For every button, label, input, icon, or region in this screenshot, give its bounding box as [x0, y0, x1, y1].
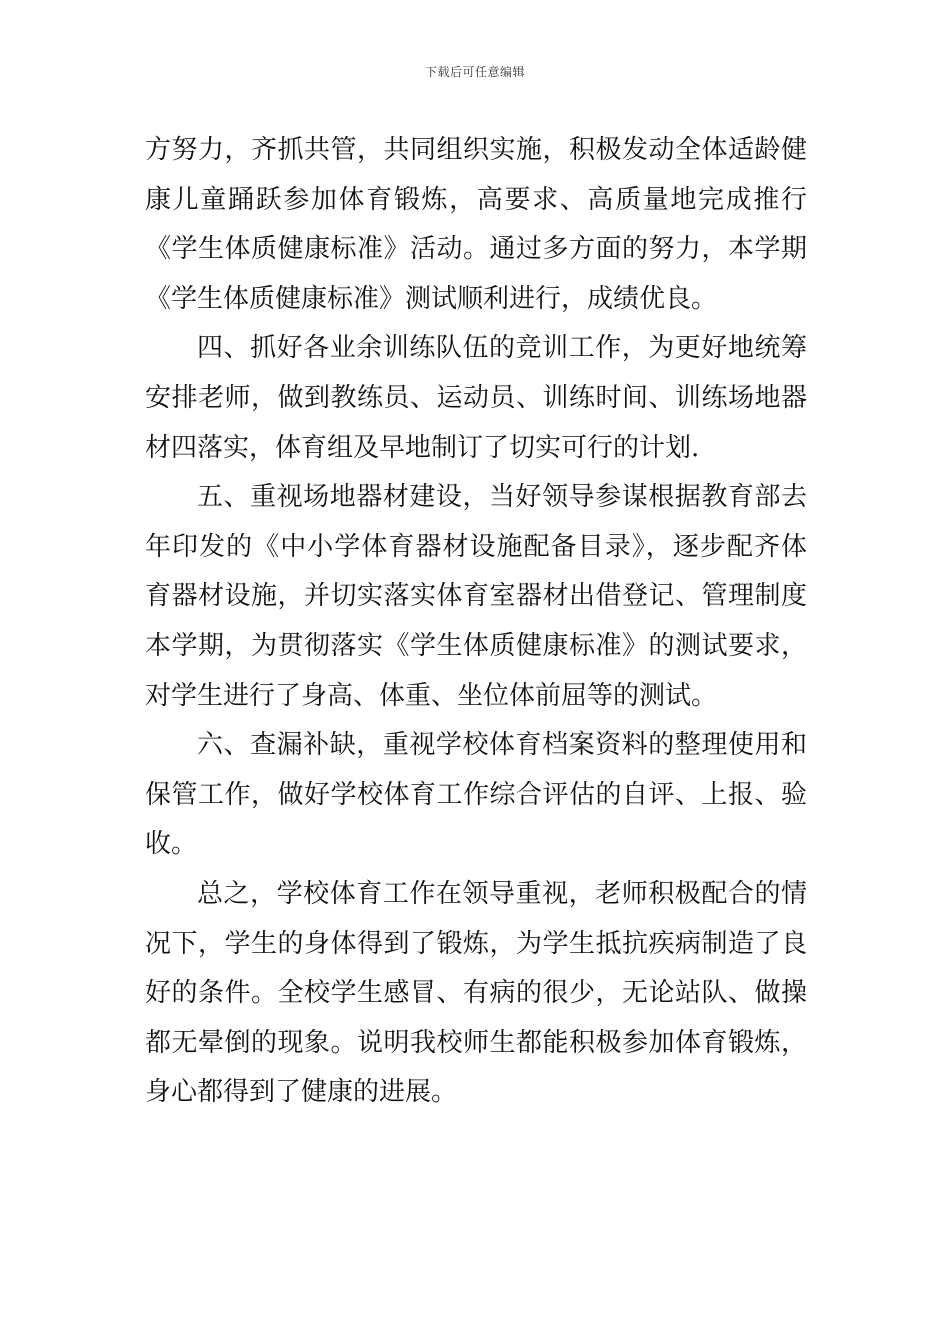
- paragraph-conclusion: [145, 870, 807, 1118]
- paragraph-section-six: [145, 721, 807, 870]
- page-header: 下载后可任意编辑: [424, 65, 525, 79]
- text-line: 收。: [145, 829, 198, 860]
- text-line: 康儿童踊跃参加体育锻炼，高要求、高质量地完成推行: [145, 184, 807, 215]
- document-body: [145, 126, 807, 1118]
- text-line: 六、查漏补缺，重视学校体育档案资料的整理使用和: [197, 730, 807, 761]
- text-line: 方努力，齐抓共管，共同组织实施，积极发动全体适龄健: [145, 135, 807, 165]
- text-line: 身心都得到了健康的进展。: [145, 1077, 458, 1108]
- text-line: 育器材设施，并切实落实体育室器材出借登记、管理制度: [145, 581, 807, 612]
- text-line: 《学生体质健康标准》测试顺利进行，成绩优良。: [145, 283, 718, 314]
- text-line: 本学期，为贯彻落实《学生体质健康标准》的测试要求，: [145, 630, 807, 661]
- text-line: 《学生体质健康标准》活动。通过多方面的努力，本学期: [145, 234, 807, 265]
- text-line: 况下，学生的身体得到了锻炼，为学生抵抗疾病制造了良: [145, 928, 807, 959]
- text-line: 材四落实，体育组及早地制订了切实可行的计划.: [145, 432, 700, 463]
- text-line: 好的条件。全校学生感冒、有病的很少，无论站队、做操: [145, 978, 807, 1009]
- text-line: 四、抓好各业余训练队伍的竞训工作，为更好地统筹: [197, 333, 807, 364]
- text-line: 年印发的《中小学体育器材设施配备目录》，逐步配齐体: [145, 531, 807, 562]
- paragraph-continuation: [145, 126, 807, 324]
- text-line: 总之，学校体育工作在领导重视，老师积极配合的情: [197, 878, 807, 909]
- paragraph-section-five: [145, 473, 807, 721]
- text-line: 对学生进行了身高、体重、坐位体前屈等的测试。: [145, 680, 718, 711]
- text-line: 都无晕倒的现象。说明我校师生都能积极参加体育锻炼，: [145, 1027, 807, 1058]
- paragraph-section-four: [145, 324, 807, 473]
- text-line: 安排老师，做到教练员、运动员、训练时间、训练场地器: [145, 382, 807, 413]
- text-line: 保管工作，做好学校体育工作综合评估的自评、上报、验: [145, 779, 807, 810]
- text-line: 五、重视场地器材建设，当好领导参谋根据教育部去: [197, 482, 807, 513]
